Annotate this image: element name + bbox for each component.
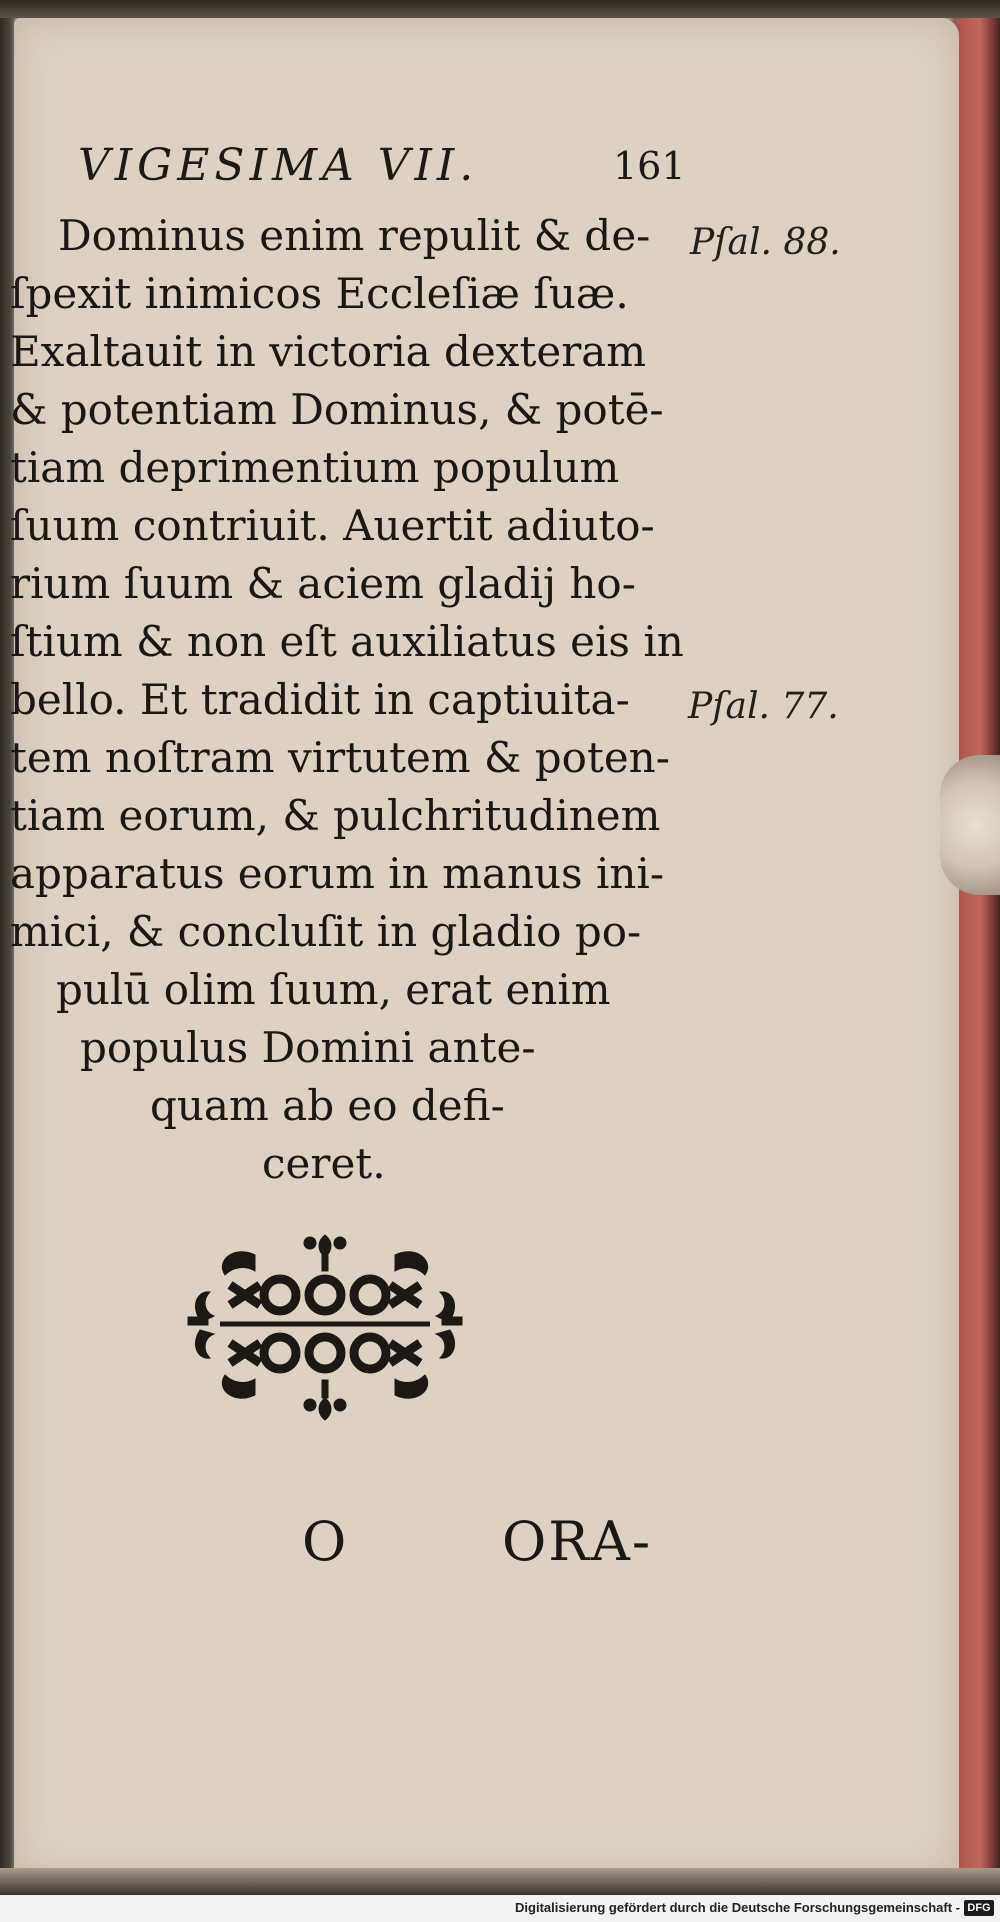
book-bottom-edge [0, 1868, 1000, 1895]
marginal-note: Pſal. 88. [690, 222, 841, 263]
footer-credit: Digitalisierung gefördert durch die Deutsche Forschungsgemeinschaft - [515, 1900, 960, 1915]
book-clasp [940, 755, 1000, 895]
signature-mark: O [302, 1510, 349, 1573]
marginal-note: Pſal. 77. [688, 686, 839, 727]
dfg-logo: DFG [964, 1900, 994, 1916]
page-number: 161 [613, 144, 686, 188]
digitization-footer [0, 1895, 1000, 1922]
catchword: ORA- [502, 1510, 653, 1573]
page-header [78, 140, 686, 191]
running-title: VIGESIMA VII. [78, 140, 479, 191]
printers-ornament [160, 1225, 490, 1430]
book-top-edge [0, 0, 1000, 18]
